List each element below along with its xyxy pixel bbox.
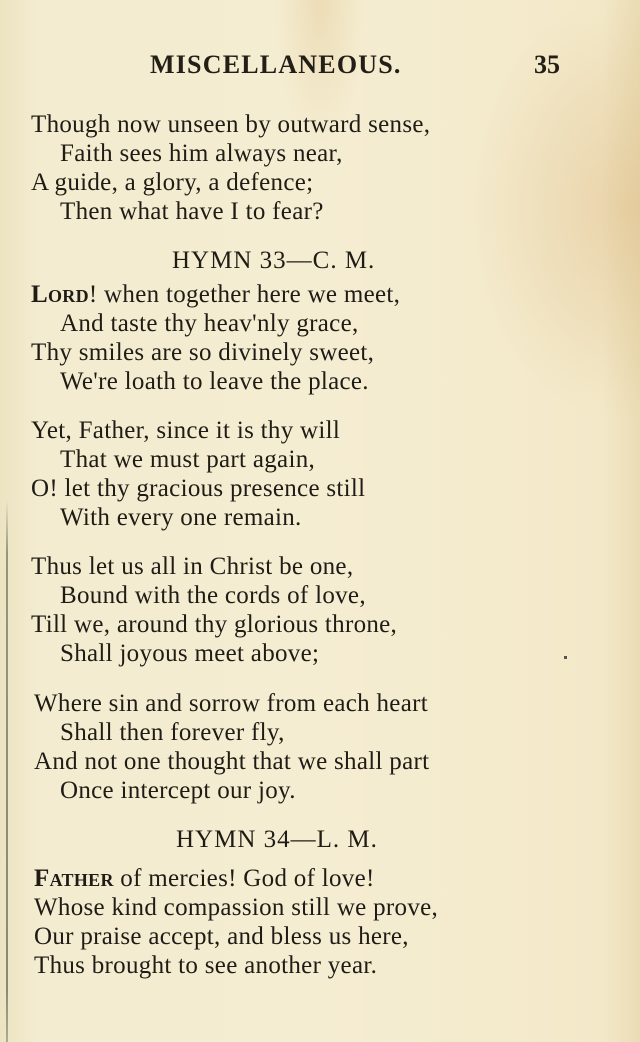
verse-line: Where sin and sorrow from each heart: [34, 690, 428, 717]
verse-line: Whose kind compassion still we prove,: [34, 894, 439, 921]
verse-line: Thus brought to see another year.: [34, 952, 378, 979]
verse-line: Once intercept our joy.: [60, 777, 296, 804]
verse-line: A guide, a glory, a defence;: [31, 169, 314, 196]
page-number: 35: [534, 50, 560, 79]
initial-word: Father: [34, 865, 114, 892]
running-title: MISCELLANEOUS.: [150, 50, 402, 79]
verse-line: Thus let us all in Christ be one,: [31, 553, 354, 580]
verse-line: [31, 280, 400, 310]
verse-line: [34, 864, 375, 894]
verse-line: That we must part again,: [60, 446, 316, 473]
verse-line: We're loath to leave the place.: [60, 368, 369, 395]
verse-line: Faith sees him always near,: [60, 140, 343, 167]
verse-line: Then what have I to fear?: [60, 198, 324, 225]
verse-line: And taste thy heav'nly grace,: [60, 310, 359, 337]
verse-line-rest: ! when together here we meet,: [88, 281, 401, 308]
verse-line: Shall then forever fly,: [60, 719, 285, 746]
verse-line: And not one thought that we shall part: [34, 748, 430, 775]
verse-line-rest: of mercies! God of love!: [113, 865, 375, 892]
hymn-heading: HYMN 34—L. M.: [176, 826, 378, 853]
hymn-heading: HYMN 33—C. M.: [172, 247, 376, 274]
ink-speck: [564, 656, 567, 659]
verse-line: O! let thy gracious presence still: [31, 475, 366, 502]
verse-line: Bound with the cords of love,: [60, 582, 366, 609]
verse-line: Our praise accept, and bless us here,: [34, 923, 409, 950]
verse-line: Yet, Father, since it is thy will: [31, 417, 341, 444]
verse-line: Shall joyous meet above;: [60, 640, 320, 667]
verse-line: Thy smiles are so divinely sweet,: [31, 339, 375, 366]
verse-line: Till we, around thy glorious throne,: [31, 611, 398, 638]
running-head: [150, 50, 560, 84]
initial-word: Lord: [31, 281, 89, 308]
binding-edge: [6, 500, 8, 1042]
verse-line: With every one remain.: [60, 504, 302, 531]
verse-line: Though now unseen by outward sense,: [31, 111, 431, 138]
